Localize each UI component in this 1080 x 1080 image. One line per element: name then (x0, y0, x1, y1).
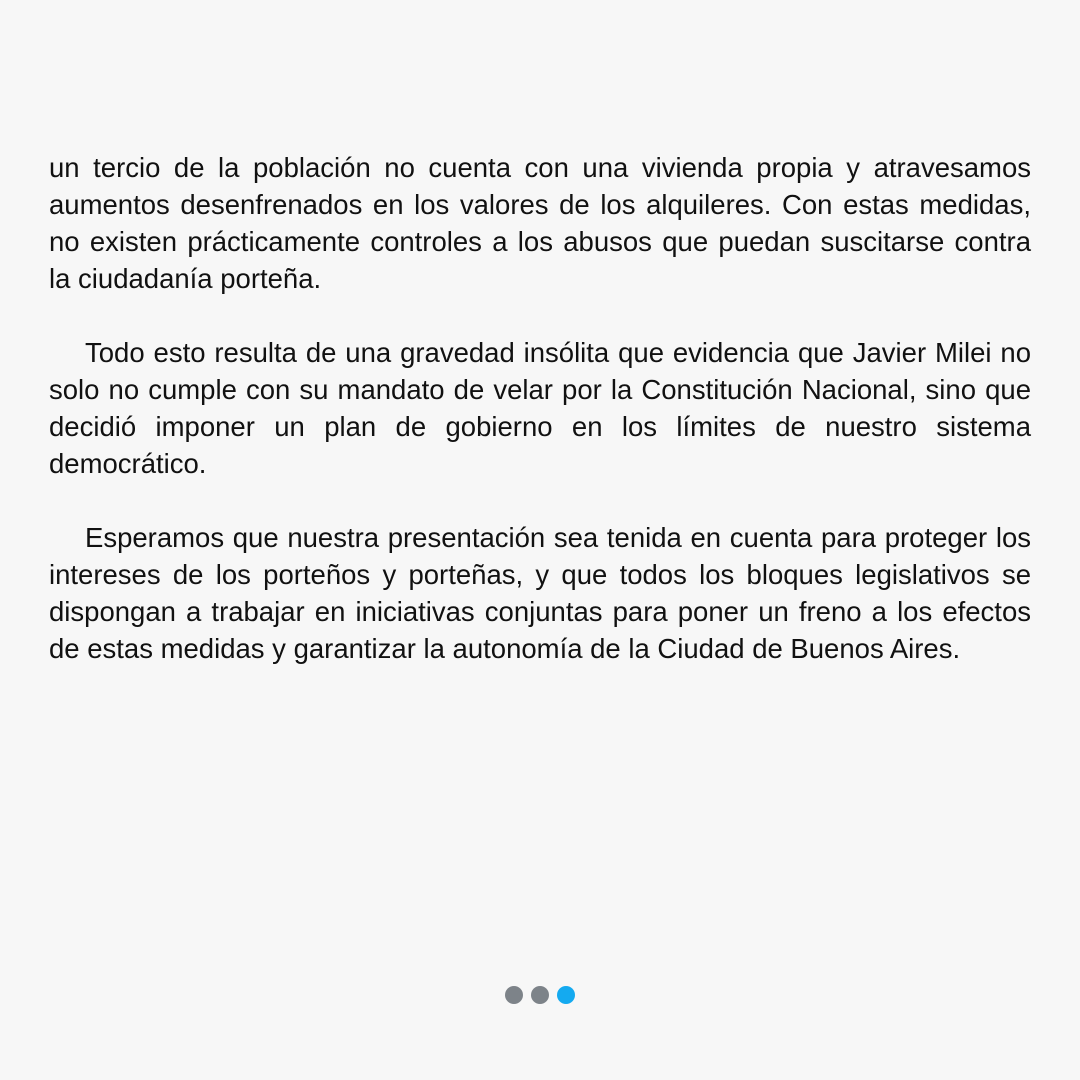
paragraph-gravedad: Todo esto resulta de una gravedad insólita que evidencia que Javier Milei no solo no cumple con su mandato de velar por la Constitución Nacional, sino que decidió imponer un plan de gobierno en los límites de nuestro sistema democrático. (49, 337, 1031, 479)
slide-pagination (0, 986, 1080, 1004)
pagination-dot-3-active[interactable] (557, 986, 575, 1004)
pagination-dot-2[interactable] (531, 986, 549, 1004)
paragraph-continuation: un tercio de la población no cuenta con una vivienda propia y atravesamos aumentos desenfrenados en los valores de los alquileres. Con estas medidas, no existen prácticamente controles a los abusos que puedan suscitarse contra la ciudadanía porteña. (49, 152, 1031, 294)
pagination-dot-1[interactable] (505, 986, 523, 1004)
document-body (49, 149, 1031, 704)
paragraph-esperamos: Esperamos que nuestra presentación sea tenida en cuenta para proteger los intereses de los porteños y porteñas, y que todos los bloques legislativos se dispongan a trabajar en iniciativas conjuntas para poner un freno a los efectos de estas medidas y garantizar la autonomía de la Ciudad de Buenos Aires. (49, 522, 1031, 664)
